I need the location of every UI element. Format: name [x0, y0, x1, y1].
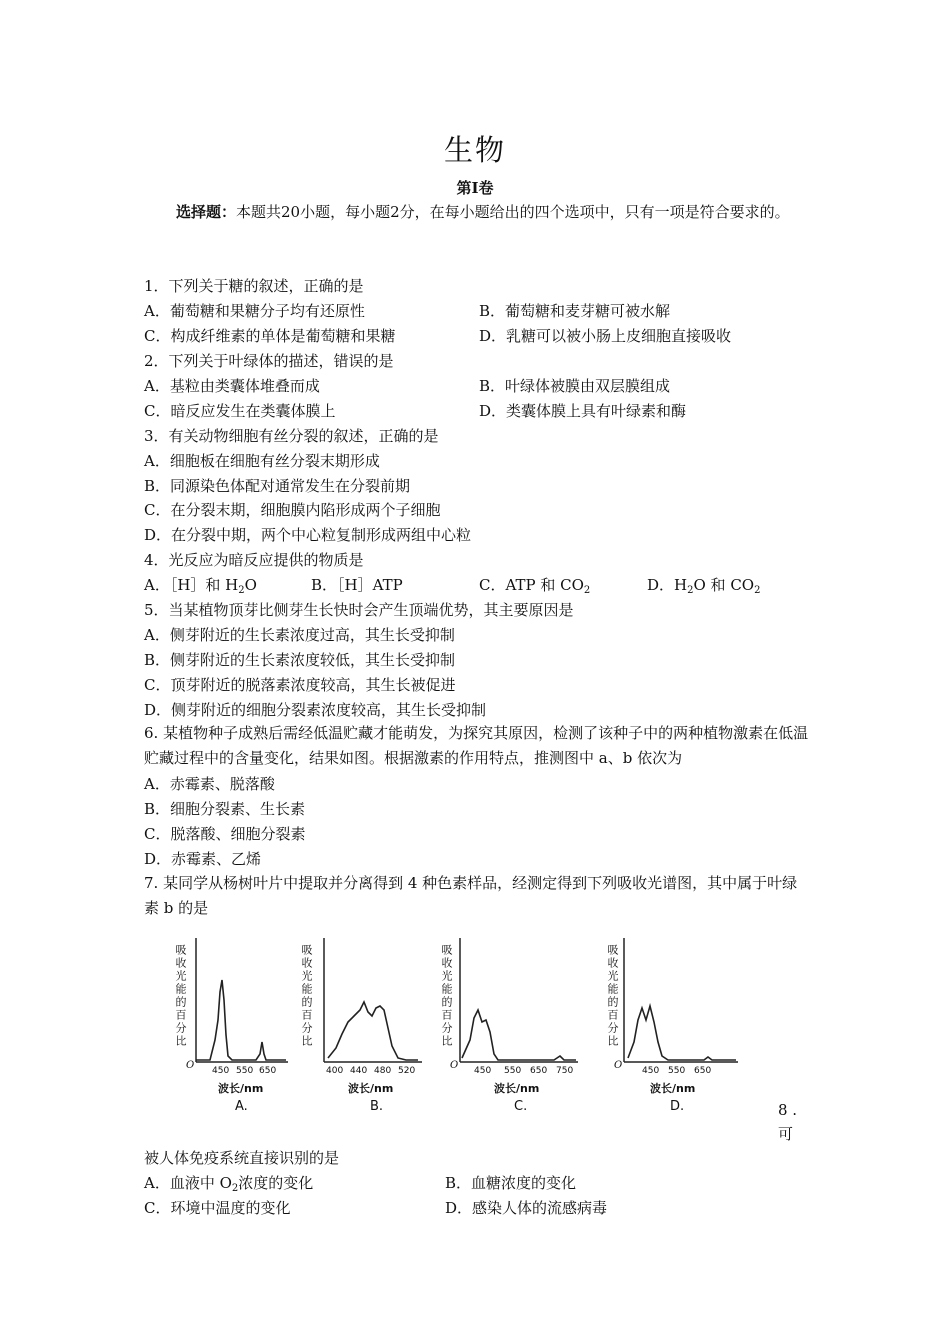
q6-option-d: D．赤霉素、乙烯: [144, 850, 262, 868]
q2-stem: 2．下列关于叶绿体的描述，错误的是: [144, 352, 394, 370]
q8-stem: 被人体免疫系统直接识别的是: [144, 1149, 340, 1167]
spectrum-b-tick-4: 520: [398, 1066, 416, 1076]
spectrum-d-xlabel: 波长/nm: [650, 1082, 696, 1095]
q5-option-c: C．顶芽附近的脱落素浓度较高，其生长被促进: [144, 676, 456, 694]
q5-option-a: A．侧芽附近的生长素浓度过高，其生长受抑制: [144, 626, 455, 644]
q8-option-b: B．血糖浓度的变化: [445, 1174, 577, 1192]
q8-option-c: C．环境中温度的变化: [144, 1199, 291, 1217]
instructions-text: 本题共20小题，每小题2分，在每小题给出的四个选项中，只有一项是符合要求的。: [236, 203, 790, 221]
q7-stem: 7. 某同学从杨树叶片中提取并分离得到 4 种色素样品，经测定得到下列吸收光谱图，其中属于叶绿素 b 的是: [144, 874, 798, 917]
spectrum-d-tick-1: 450: [642, 1066, 660, 1076]
spectrum-d-tick-3: 650: [694, 1066, 712, 1076]
spectrum-a-tick-1: 450: [212, 1066, 230, 1076]
q4-option-c: C．ATP 和 $CO_2$: [479, 576, 591, 596]
spectrum-c-label: C.: [514, 1099, 528, 1114]
q6-option-a: A．赤霉素、脱落酸: [144, 775, 275, 793]
q2-option-a: A．基粒由类囊体堆叠而成: [144, 377, 320, 395]
q3-option-b: B．同源染色体配对通常发生在分裂前期: [144, 477, 411, 495]
q1-option-b: B．葡萄糖和麦芽糖可被水解: [479, 302, 671, 320]
spectrum-a-tick-3: 650: [259, 1066, 277, 1076]
q6-option-c: C．脱落酸、细胞分裂素: [144, 825, 306, 843]
q8-option-a: A．血液中 $O_2$浓度的变化: [144, 1174, 314, 1194]
instructions-lead: 选择题：: [176, 203, 237, 221]
spectrum-c-origin: O: [450, 1060, 459, 1071]
q8-number-continuation: 可: [778, 1125, 794, 1143]
q3-option-d: D．在分裂中期，两个中心粒复制形成两组中心粒: [144, 526, 472, 544]
q3-option-c: C．在分裂末期，细胞膜内陷形成两个子细胞: [144, 501, 441, 519]
spectrum-d-ylabel: 吸收光能的百分比: [606, 944, 619, 1048]
spectrum-b-xlabel: 波长/nm: [348, 1082, 394, 1095]
spectrum-a-ylabel: 吸收光能的百分比: [174, 944, 187, 1048]
spectrum-panel-c: [430, 930, 580, 1120]
absorption-spectra-figure: [160, 930, 760, 1120]
q4-stem: 4．光反应为暗反应提供的物质是: [144, 551, 364, 569]
q8-number: 8 .: [778, 1101, 798, 1119]
q1-option-d: D．乳糖可以被小肠上皮细胞直接吸收: [479, 327, 732, 345]
spectrum-c-tick-4: 750: [556, 1066, 574, 1076]
spectrum-b-tick-2: 440: [350, 1066, 368, 1076]
q3-option-a: A．细胞板在细胞有丝分裂末期形成: [144, 452, 380, 470]
q5-option-d: D．侧芽附近的细胞分裂素浓度较高，其生长受抑制: [144, 701, 487, 719]
instructions: [144, 199, 809, 225]
q1-stem: 1．下列关于糖的叙述，正确的是: [144, 277, 364, 295]
q8-option-d: D．感染人体的流感病毒: [445, 1199, 608, 1217]
page-title: 生物: [443, 133, 506, 167]
q6-stem: 6. 某植物种子成熟后需经低温贮藏才能萌发，为探究其原因，检测了该种子中的两种植物激素在低温贮藏过程中的含量变化，结果如图。根据激素的作用特点，推测图中 a、b 依次为: [144, 724, 809, 767]
q4-option-d: D．$H_2O$ 和 $CO_2$: [647, 576, 761, 596]
spectrum-b-tick-1: 400: [326, 1066, 344, 1076]
q2-option-d: D．类囊体膜上具有叶绿素和酶: [479, 402, 687, 420]
q5-option-b: B．侧芽附近的生长素浓度较低，其生长受抑制: [144, 651, 456, 669]
spectrum-c-xlabel: 波长/nm: [494, 1082, 540, 1095]
q1-option-c: C．构成纤维素的单体是葡萄糖和果糖: [144, 327, 396, 345]
spectrum-a-label: A.: [235, 1099, 248, 1114]
q5-stem: 5．当某植物顶芽比侧芽生长快时会产生顶端优势，其主要原因是: [144, 601, 574, 619]
spectrum-panel-d: [598, 930, 748, 1120]
spectrum-a-tick-2: 550: [236, 1066, 254, 1076]
spectrum-b-label: B.: [370, 1099, 384, 1114]
q6-option-b: B．细胞分裂素、生长素: [144, 800, 306, 818]
spectrum-panel-a: [160, 930, 310, 1120]
q1-option-a: A．葡萄糖和果糖分子均有还原性: [144, 302, 365, 320]
spectrum-panel-b: [290, 930, 440, 1120]
section-title: 第Ⅰ卷: [456, 179, 494, 197]
spectrum-d-origin: O: [614, 1060, 623, 1071]
q2-option-b: B．叶绿体被膜由双层膜组成: [479, 377, 671, 395]
spectrum-c-tick-1: 450: [474, 1066, 492, 1076]
spectrum-d-label: D.: [670, 1099, 685, 1114]
q4-option-b: B．［H］ATP: [311, 576, 403, 594]
spectrum-c-tick-3: 650: [530, 1066, 548, 1076]
spectrum-c-ylabel: 吸收光能的百分比: [440, 944, 453, 1048]
spectrum-c-tick-2: 550: [504, 1066, 522, 1076]
spectrum-a-origin: O: [186, 1060, 195, 1071]
q2-option-c: C．暗反应发生在类囊体膜上: [144, 402, 336, 420]
spectrum-b-ylabel: 吸收光能的百分比: [300, 944, 313, 1048]
spectrum-d-tick-2: 550: [668, 1066, 686, 1076]
spectrum-a-xlabel: 波长/nm: [218, 1082, 264, 1095]
q3-stem: 3．有关动物细胞有丝分裂的叙述，正确的是: [144, 427, 439, 445]
spectrum-b-tick-3: 480: [374, 1066, 392, 1076]
q4-option-a: A．［H］和 $H_2O$: [144, 576, 257, 596]
